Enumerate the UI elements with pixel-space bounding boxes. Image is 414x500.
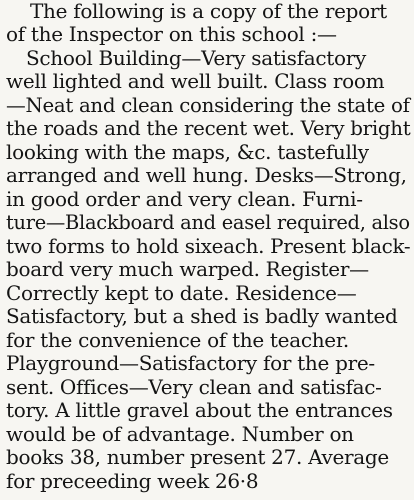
- text-line-7: looking with the maps, &c. tastefully: [6, 140, 369, 164]
- text-line-9: in good order and very clean. Furni-: [6, 187, 363, 211]
- text-line-8: arranged and well hung. Desks—Strong,: [6, 163, 407, 187]
- text-line-13: Correctly kept to date. Residence—: [6, 281, 357, 305]
- text-line-11: two forms to hold sixeach. Present black-: [6, 234, 411, 258]
- text-line-14: Satisfactory, but a shed is badly wanted: [6, 304, 398, 328]
- text-line-16: Playground—Satisfactory for the pre-: [6, 351, 375, 375]
- text-line-4: well lighted and well built. Class room: [6, 69, 385, 93]
- text-line-18: tory. A little gravel about the entrances: [6, 398, 393, 422]
- text-line-1: The following is a copy of the report: [30, 0, 387, 23]
- text-line-5: —Neat and clean considering the state of: [6, 93, 410, 117]
- text-line-2: of the Inspector on this school :—: [6, 22, 337, 46]
- text-line-17: sent. Offices—Very clean and satisfac-: [6, 375, 382, 399]
- text-line-15: for the convenience of the teacher.: [6, 328, 349, 352]
- text-line-10: ture—Blackboard and easel required, also: [6, 210, 410, 234]
- text-line-12: board very much warped. Register—: [6, 257, 369, 281]
- text-line-3: School Building—Very satisfactory: [26, 46, 366, 70]
- text-line-6: the roads and the recent wet. Very bright: [6, 116, 411, 140]
- text-line-21: for preceeding week 26·8: [6, 469, 259, 493]
- text-line-20: books 38, number present 27. Average: [6, 445, 389, 469]
- text-line-19: would be of advantage. Number on: [6, 422, 354, 446]
